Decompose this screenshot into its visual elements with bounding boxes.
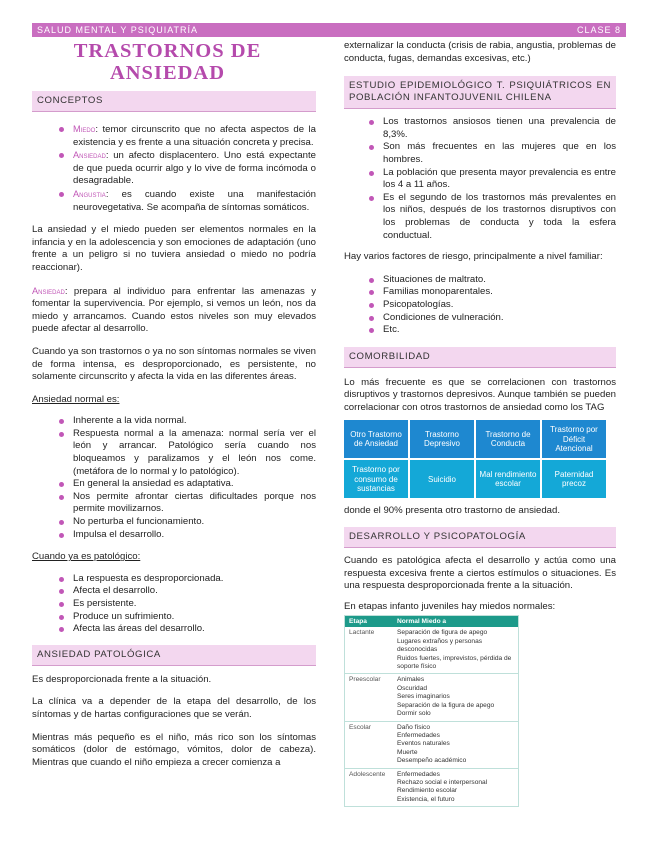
table-header: Etapa [345,616,393,627]
table-cell-stage: Preescolar [345,674,393,721]
paragraph: En etapas infanto juveniles hay miedos normales: [344,600,556,612]
left-column [32,91,316,769]
list-item: Nos permite afrontar ciertas dificultades porque nos permite movilizarnos. [56,491,316,516]
list-item: Son más frecuentes en las mujeres que en los hombres. [366,141,616,166]
right-column [344,40,616,807]
section-heading-comorbilidad: COMORBILIDAD [344,347,616,368]
table-row [345,627,518,674]
paragraph: Ansiedad: prepara al individuo para enfrentar las amenazas y fomentar la supervivencia. Por ejemplo, si vemos un león, nos da miedo y arrancamos. Cuando estos niveles son muy elevados puede afectar al desarrollo. [32,285,316,335]
list-item: La respuesta es desproporcionada. [56,573,316,586]
fears-table [345,616,518,806]
table-cell-stage: Escolar [345,721,393,768]
table-header: Normal Miedo a [393,616,518,627]
section-heading-conceptos: CONCEPTOS [32,91,316,112]
paragraph: La clínica va a depender de la etapa del desarrollo, de los síntomas y de hartas configuraciones que se verán. [32,696,316,720]
paragraph: Cuando ya son trastornos o ya no son síntomas normales se viven de forma intensa, es desproporcionado, es persistente, no solamente circunscrito y afecta la vida en las diferentes áreas. [32,345,316,383]
paragraph: Cuando es patológica afecta el desarrollo y actúa como una respuesta excesiva frente a ciertos estímulos o situaciones. Es una respuesta desproporcionada frente a la situación. [344,555,616,592]
list-item: Produce un sufrimiento. [56,611,316,624]
estudio-list [366,116,616,242]
list-item: Es el segundo de los trastornos más prevalentes en los niños, después de los trastornos disruptivos con los problemas de conducta y toda la esfera conductual. [366,192,616,242]
normal-list [56,415,316,541]
list-item: Familias monoparentales. [366,286,616,299]
list-item: Los trastornos ansiosos tienen una prevalencia de 8,3%. [366,116,616,141]
list-item: No perturba el funcionamiento. [56,516,316,529]
section-heading-ansiedad-patologica: ANSIEDAD PATOLÓGICA [32,645,316,666]
list-item: Angustia: es cuando existe una manifestación neurovegetativa. Se acompaña de síntomas somáticos. [56,188,316,214]
list-item: Psicopatologías. [366,299,616,312]
table-cell-stage: Lactante [349,629,375,637]
table-row [345,674,518,721]
header-class: CLASE 8 [576,25,621,35]
comorbidity-tag: Trastorno de Conducta [476,420,540,458]
fears-table-wrap [344,615,519,807]
list-item: Es persistente. [56,598,316,611]
table-cell-stage: Adolescente [345,768,393,806]
comorbidity-tag: Trastorno Depresivo [410,420,474,458]
paragraph: Hay varios factores de riesgo, principalmente a nivel familiar: [344,251,603,263]
comorbidity-tag: Trastorno por consumo de sustancias [344,460,408,498]
list-item: Afecta las áreas del desarrollo. [56,623,316,636]
section-heading-estudio: ESTUDIO EPIDEMIOLÓGICO T. PSIQUIÁTRICOS EN POBLACIÓN INFANTOJUVENIL CHILENA [344,76,616,109]
patologico-list [56,573,316,636]
title-line-2: ANSIEDAD [109,62,226,84]
comorbidity-tag: Trastorno por Déficit Atencional [542,420,606,458]
table-cell-fears: Daño físico Enfermedades Eventos naturales Muerte Desempeño académico [393,721,518,768]
paragraph: Mientras más pequeño es el niño, más rico son los síntomas somáticos (dolor de estómago, vómitos, dolor de cabeza). Mientras que cuando el niño empieza a crecer comienza a [32,731,316,768]
comorbidity-tag: Paternidad precoz [542,460,606,498]
paragraph: La ansiedad y el miedo pueden ser elementos normales en la infancia y en la adolescencia y son emociones de adaptación (uno frente a un peligro si no tuviera ansiedad o miedo no podría reaccionar). [32,224,316,273]
list-item: Inherente a la vida normal. [56,415,316,428]
subheading-patologico: Cuando ya es patológico: [32,551,141,563]
subheading-normal: Ansiedad normal es: [32,393,120,405]
list-item: Etc. [366,324,616,337]
risk-list [366,274,616,337]
list-item: Impulsa el desarrollo. [56,529,316,542]
conceptos-list [56,123,316,214]
list-item: Respuesta normal a la amenaza: normal sería ver el león y arrancar. Patológico sería cuando nos bloqueamos y paralizamos y el león nos come. (metáfora de lo normal y lo patológico). [56,428,316,478]
list-item: La población que presenta mayor prevalencia es entre los 4 a 11 años. [366,167,616,192]
header-bar [32,23,626,37]
table-row [345,768,518,806]
header-subject: SALUD MENTAL Y PSIQUIATRÍA [37,25,199,35]
list-item: Condiciones de vulneración. [366,312,616,325]
paragraph: Es desproporcionada frente a la situación. [32,673,212,685]
section-heading-desarrollo: DESARROLLO Y PSICOPATOLOGÍA [344,527,616,548]
list-item: Ansiedad: un afecto displacentero. Uno está expectante de que pueda ocurrir algo y lo vive de forma incómoda o desagradable. [56,149,316,188]
list-item: En general la ansiedad es adaptativa. [56,478,316,491]
paragraph: Lo más frecuente es que se correlacionen con trastornos disruptivos y trastornos depresivos. Aunque también se pueden correlacionar con otros trastornos de ansiedad como los TAG [344,376,616,413]
comorbidity-grid [344,420,616,500]
table-cell-fears: Enfermedades Rechazo social e interpersonal Rendimiento escolar Existencia, el futuro [393,768,518,806]
table-row [345,721,518,768]
title-line-1: TRASTORNOS DE [73,40,262,62]
list-item: Miedo: temor circunscrito que no afecta aspectos de la existencia y es frente a una situación concreta y precisa. [56,123,316,149]
comorbidity-tag: Suicidio [410,460,474,498]
comorbidity-tag: Otro Trastorno de Ansiedad [344,420,408,458]
paragraph: externalizar la conducta (crisis de rabia, angustia, problemas de conducta, fugas, demandas excesivas, etc.) [344,40,616,64]
table-cell-fears: Separación de figura de apego Lugares extraños y personas desconocidas Ruidos fuertes, imprevistos, pérdida de soporte físico [397,629,512,671]
table-cell-fears: Animales Oscuridad Seres imaginarios Separación de la figura de apego Dormir solo [393,674,518,721]
page-title [40,40,295,84]
paragraph: donde el 90% presenta otro trastorno de ansiedad. [344,505,561,517]
list-item: Afecta el desarrollo. [56,585,316,598]
list-item: Situaciones de maltrato. [366,274,616,287]
comorbidity-tag: Mal rendimiento escolar [476,460,540,498]
